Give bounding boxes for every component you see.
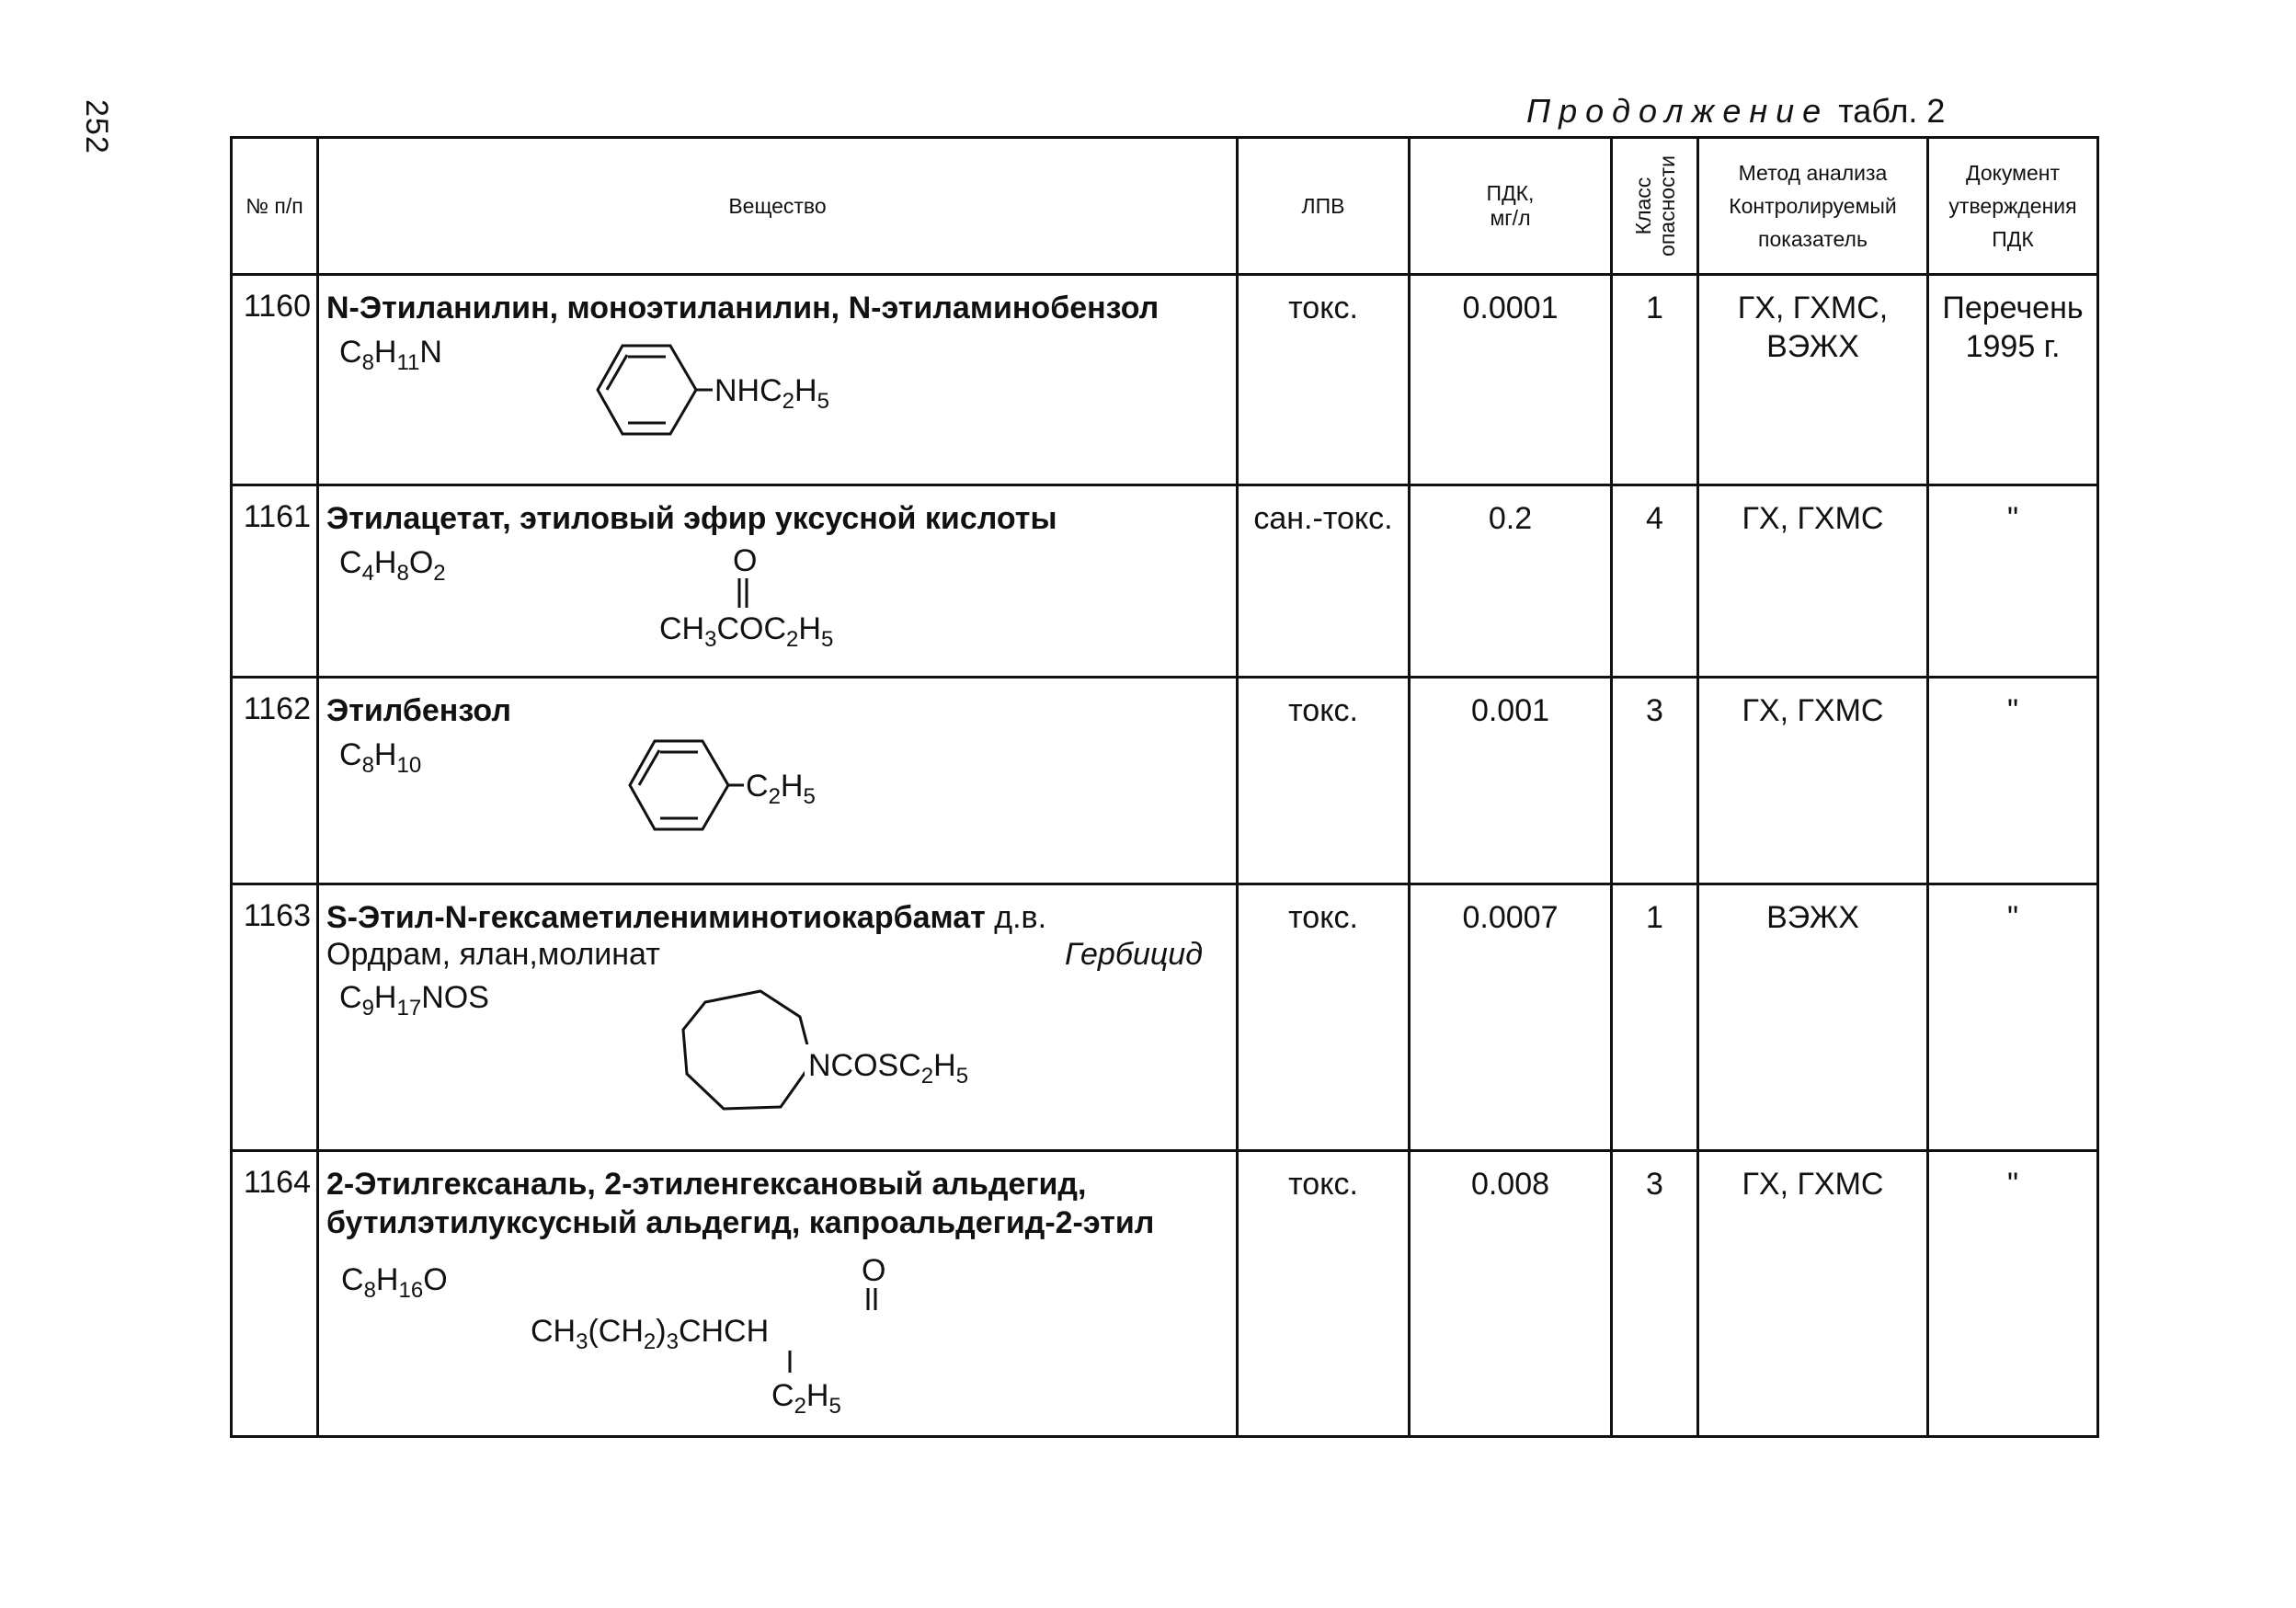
- structure-label: $NHC_2H_5$: [714, 373, 829, 414]
- method-cell: [1698, 275, 1928, 485]
- substance-cell: [318, 678, 1238, 884]
- document-line1: Перечень: [1942, 291, 2084, 325]
- danger-class-cell: 1: [1612, 275, 1698, 485]
- document-line1: ": [2006, 1167, 2019, 1202]
- structure-drawing: [632, 538, 1018, 676]
- danger-class-cell: 1: [1612, 884, 1698, 1151]
- document-cell: [1928, 1151, 2098, 1437]
- substance-name-bold: S-Этил-N-гексаметилениминотиокарбамат: [326, 900, 986, 935]
- substance-cell: [318, 275, 1238, 485]
- method-cell: [1698, 485, 1928, 678]
- pdk-cell: 0.008: [1410, 1151, 1612, 1437]
- substance-cell: [318, 884, 1238, 1151]
- pdk-cell: 0.001: [1410, 678, 1612, 884]
- table-row: [232, 485, 2098, 678]
- row-number: 1160: [232, 275, 318, 485]
- header-pdk-line1: ПДК,: [1486, 181, 1535, 205]
- danger-class-cell: 4: [1612, 485, 1698, 678]
- header-pdk: [1410, 138, 1612, 275]
- method-line2: ВЭЖХ: [1766, 329, 1859, 364]
- double-bond-icon: [868, 1288, 875, 1310]
- substance-name: Этилацетат, этиловый эфир уксусной кислоты: [326, 501, 1057, 536]
- molecular-formula: $C_8H_{11}N$: [339, 335, 442, 375]
- method-line1: ГХ, ГХМС: [1742, 501, 1884, 536]
- molecular-formula: $C_9H_{17}NOS$: [339, 980, 489, 1021]
- molecular-formula: $C_8H_{10}$: [339, 737, 422, 778]
- header-document: [1928, 138, 2098, 275]
- document-cell: [1928, 884, 2098, 1151]
- substance-name-suffix: д.в.: [994, 900, 1047, 935]
- structure-label: $CH_3COC_2H_5$: [659, 611, 834, 652]
- azepane-ring-icon: [683, 991, 812, 1109]
- header-method-line3: показатель: [1758, 227, 1868, 251]
- double-bond-icon: [739, 578, 747, 608]
- substance-name-line2: бутилэтилуксусный альдегид, капроальдегид-2-этил: [326, 1205, 1155, 1240]
- table-row: [232, 275, 2098, 485]
- table-row: [232, 678, 2098, 884]
- lpv-cell: токс.: [1238, 884, 1410, 1151]
- continuation-word: Продолжение: [1526, 92, 1830, 130]
- method-cell: [1698, 1151, 1928, 1437]
- header-doc-line3: ПДК: [1992, 227, 2034, 251]
- pdk-cell: 0.0001: [1410, 275, 1612, 485]
- carbonyl-oxygen: O: [733, 543, 758, 578]
- header-substance: Вещество: [318, 138, 1238, 275]
- structure-branch: $C_2H_5$: [771, 1378, 841, 1419]
- lpv-cell: сан.-токс.: [1238, 485, 1410, 678]
- document-line2: 1995 г.: [1965, 329, 2061, 364]
- continuation-table: табл. 2: [1838, 92, 1946, 130]
- pdk-cell: 0.2: [1410, 485, 1612, 678]
- page-number: 252: [79, 99, 114, 154]
- substances-table: [230, 136, 2099, 1438]
- method-line1: ГХ, ГХМС: [1742, 693, 1884, 728]
- header-method: [1698, 138, 1928, 275]
- row-number: 1164: [232, 1151, 318, 1437]
- method-line1: ВЭЖХ: [1766, 900, 1859, 935]
- synonyms-line: [319, 937, 1236, 973]
- danger-class-cell: 3: [1612, 678, 1698, 884]
- structure-drawing: [531, 1242, 1045, 1435]
- row-number: 1161: [232, 485, 318, 678]
- continuation-caption: [1526, 92, 2296, 131]
- document-line1: ": [2006, 501, 2019, 536]
- method-cell: [1698, 678, 1928, 884]
- substance-name: [319, 1152, 1236, 1242]
- carbonyl-oxygen: O: [862, 1253, 886, 1288]
- lpv-cell: токс.: [1238, 678, 1410, 884]
- document-cell: [1928, 275, 2098, 485]
- header-method-line2: Контролируемый: [1729, 194, 1897, 218]
- header-doc-line1: Документ: [1965, 161, 2061, 185]
- header-doc-line2: утверждения: [1948, 194, 2077, 218]
- structure-drawing: [595, 730, 1036, 883]
- document-cell: [1928, 678, 2098, 884]
- structure-drawing: [567, 327, 1045, 484]
- table-row: [232, 884, 2098, 1151]
- table-row: [232, 1151, 2098, 1437]
- method-cell: [1698, 884, 1928, 1151]
- structure-label: $NCOSC_2H_5$: [808, 1048, 969, 1089]
- header-method-line1: Метод анализа: [1738, 161, 1888, 185]
- substance-name: N-Этиланилин, моноэтиланилин, N-этиламинобензол: [326, 291, 1159, 325]
- header-lpv: ЛПВ: [1238, 138, 1410, 275]
- synonyms: Ордрам, ялан,молинат: [326, 937, 660, 972]
- document-cell: [1928, 485, 2098, 678]
- header-pdk-line2: мг/л: [1490, 206, 1531, 230]
- document-line1: ": [2006, 693, 2019, 728]
- molecular-formula: $C_8H_{16}O$: [341, 1262, 448, 1303]
- row-number: 1163: [232, 884, 318, 1151]
- structure-label: $CH_3(CH_2)_3CHCH$: [531, 1314, 770, 1354]
- method-line1: ГХ, ГХМС,: [1737, 291, 1889, 325]
- danger-class-cell: 3: [1612, 1151, 1698, 1437]
- table-header-row: [232, 138, 2098, 275]
- structure-label: $C_2H_5$: [746, 769, 816, 809]
- substance-cell: [318, 485, 1238, 678]
- substance-cell: [318, 1151, 1238, 1437]
- header-danger-class: [1612, 138, 1698, 275]
- header-danger-line1: Класс: [1630, 177, 1655, 235]
- substance-name-line1: 2-Этилгексаналь, 2-этиленгексановый альдегид,: [326, 1167, 1087, 1202]
- pdk-cell: 0.0007: [1410, 884, 1612, 1151]
- molecular-formula: $C_4H_8O_2$: [339, 545, 446, 586]
- category: Гербицид: [1065, 937, 1203, 972]
- header-danger-line2: опасности: [1654, 155, 1679, 257]
- structure-drawing: [632, 973, 1110, 1147]
- substance-name: [319, 885, 1236, 937]
- row-number: 1162: [232, 678, 318, 884]
- document-line1: ": [2006, 900, 2019, 935]
- method-line1: ГХ, ГХМС: [1742, 1167, 1884, 1202]
- lpv-cell: токс.: [1238, 1151, 1410, 1437]
- lpv-cell: токс.: [1238, 275, 1410, 485]
- benzene-ring-icon: [630, 741, 744, 829]
- substance-name: Этилбензол: [326, 693, 511, 728]
- header-num: № п/п: [232, 138, 318, 275]
- benzene-ring-icon: [598, 346, 713, 434]
